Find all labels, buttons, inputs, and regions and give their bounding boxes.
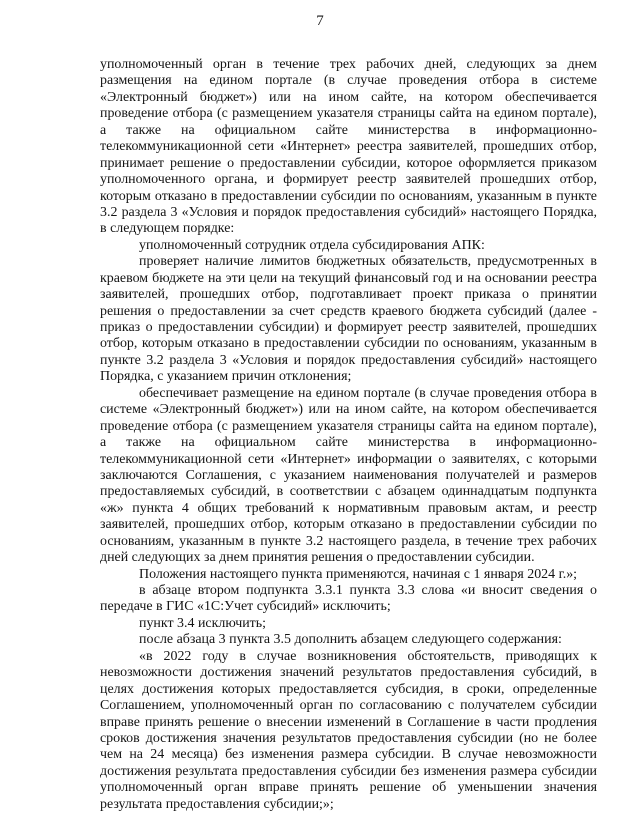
paragraph: уполномоченный орган в течение трех рабочих дней, следующих за днем размещения на едином портале (в случае проведения отбора в системе «Электронный бюджет») или на ином сайте, на котором обеспечивается проведение отбора (с размещением указателя страницы сайта на едином портале), а также на официальном сайте министерства в информационно-телекоммуникационной сети «Интернет» реестра заявителей, прошедших отбор, принимает решение о предоставлении субсидии, которое оформляется приказом уполномоченного органа, и формирует реестр заявителей прошедших отбор, которым отказано в предоставлении субсидии по основаниям, указанным в пункте 3.2 раздела 3 «Условия и порядок предоставления субсидий» настоящего Порядка, в следующем порядке: (100, 57, 597, 237)
paragraph: после абзаца 3 пункта 3.5 дополнить абзацем следующего содержания: (139, 632, 562, 648)
page-number: 7 (316, 13, 324, 29)
paragraph: уполномоченный сотрудник отдела субсидирования АПК: (139, 237, 485, 253)
paragraph: обеспечивает размещение на едином портале (в случае проведения отбора в системе «Электронный бюджет») или на ином сайте, на котором обеспечивается проведение отбора (с размещением указателя страницы сайта на едином портале), а также на официальном сайте министерства в информационно-телекоммуникационной сети «Интернет» информации о заявителях, с которыми заключаются Соглашения, с указанием наименования получателей и размеров предоставляемых субсидий, в соответствии с абзацем одиннадцатым подпункта «ж» пункта 4 общих требований к нормативным правовым актам, и реестр заявителей, прошедших отбор, которым отказано в предоставлении субсидии по основаниям, указанным в пункте 3.2 настоящего раздела, в течение трех рабочих дней следующих за днем принятия решения о предоставлении субсидии. (100, 385, 597, 566)
paragraph: «в 2022 году в случае возникновения обстоятельств, приводящих к невозможности достижения значений результатов предоставления субсидий, в целях достижения которых предоставляется субсидия, в сроки, определенные Соглашением, уполномоченный орган по согласованию с получателем субсидии вправе принять решение о внесении изменений в Соглашение в части продления сроков достижения значения результатов предоставления субсидии (но не более чем на 24 месяца) без изменения размера субсидии. В случае невозможности достижения результата предоставления субсидии без изменения размера субсидии уполномоченный орган вправе принять решение об уменьшении значения результата предоставления субсидии;»; (100, 648, 597, 812)
paragraph: в абзаце втором подпункта 3.3.1 пункта 3.3 слова «и вносит сведения о передаче в ГИС «1С:Учет субсидий» исключить; (100, 583, 597, 615)
document-body (100, 57, 597, 813)
paragraph: Положения настоящего пункта применяются, начиная с 1 января 2024 г.»; (139, 566, 578, 582)
paragraph: проверяет наличие лимитов бюджетных обязательств, предусмотренных в краевом бюджете на эти цели на текущий финансовый год и на основании реестра заявителей, прошедших отбор, подготавливает проект приказа о принятии решения о предоставлении за счет средств краевого бюджета субсидий (далее - приказ о предоставлении субсидии) и формирует реестр заявителей, прошедших отбор, которым отказано в предоставлении субсидии по основаниям, указанным в пункте 3.2 раздела 3 «Условия и порядок предоставления субсидий» настоящего Порядка, с указанием причин отклонения; (100, 254, 597, 385)
paragraph: пункт 3.4 исключить; (139, 615, 266, 631)
